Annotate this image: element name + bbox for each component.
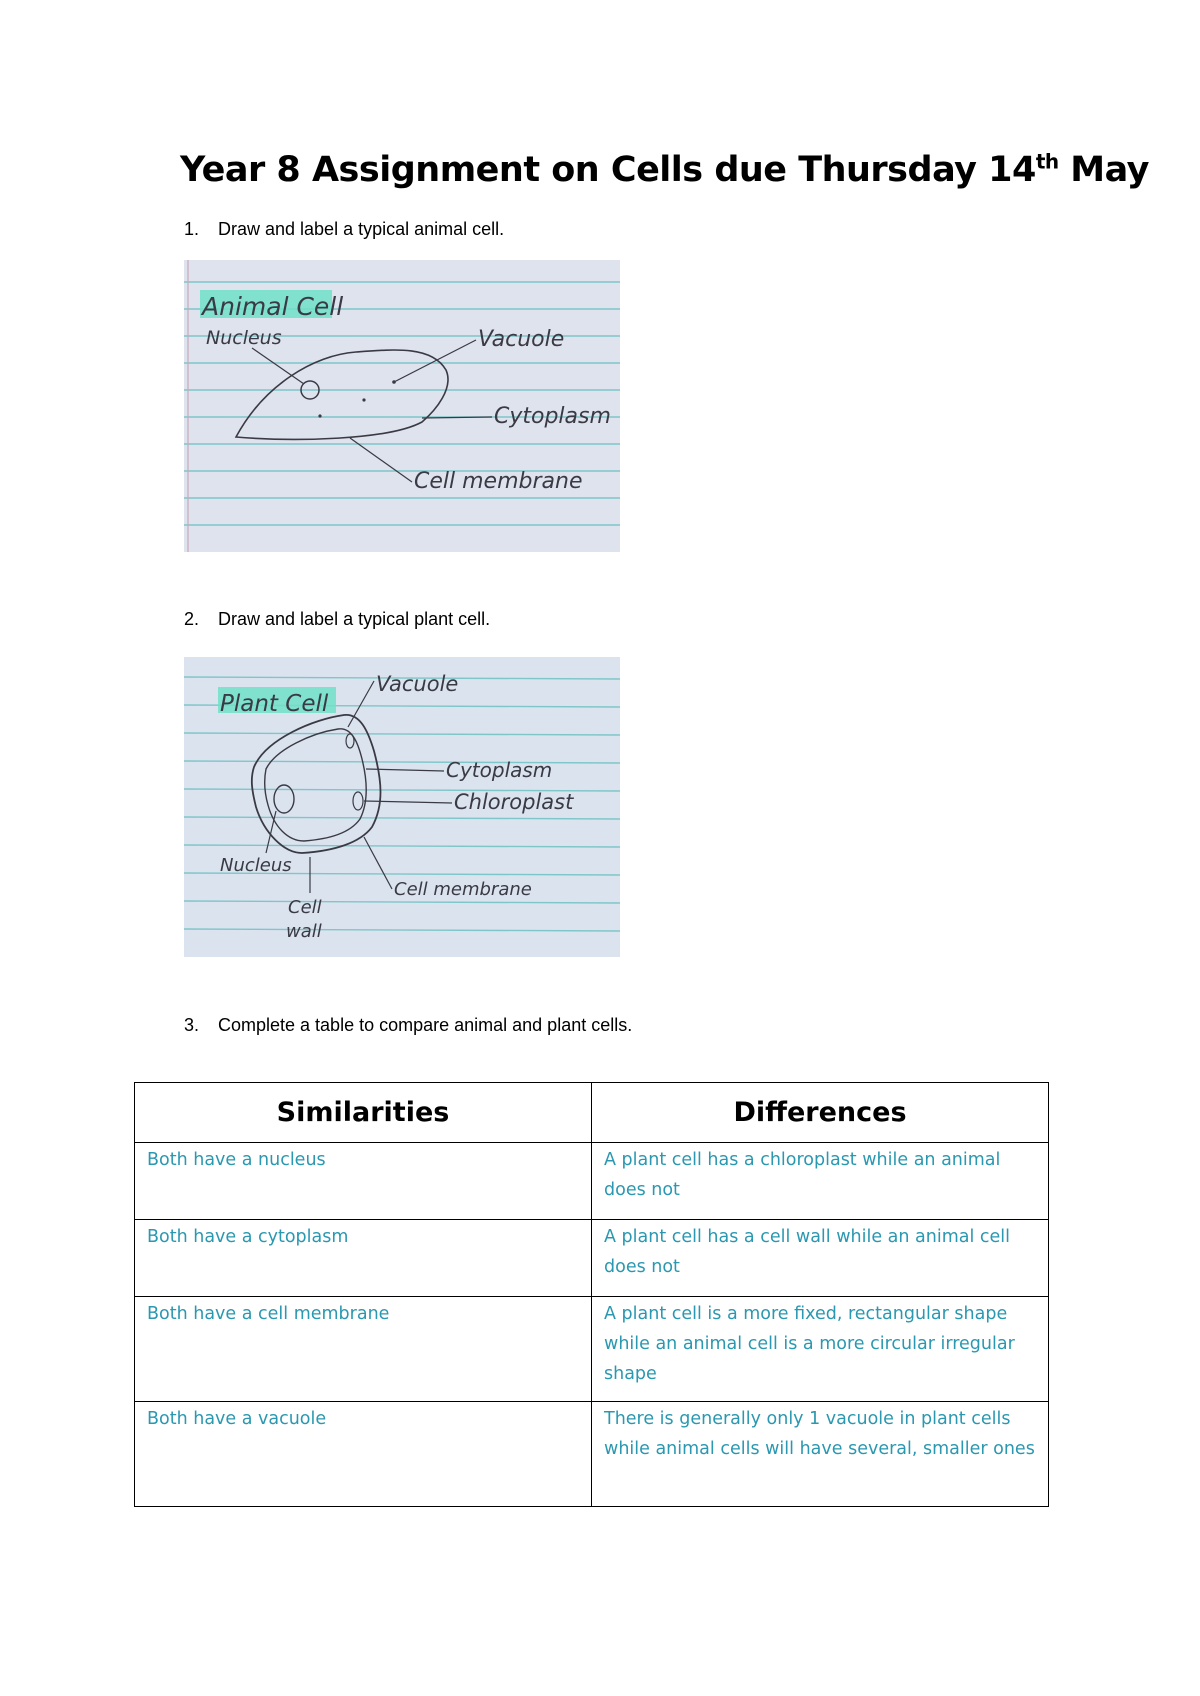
similarity-cell: Both have a vacuole: [135, 1402, 592, 1507]
title-text: Year 8 Assignment on Cells due Thursday 14: [180, 150, 1036, 190]
similarity-cell: Both have a cytoplasm: [135, 1220, 592, 1297]
label-nucleus: Nucleus: [206, 327, 282, 349]
difference-cell: A plant cell has a chloroplast while an animal does not: [592, 1143, 1049, 1220]
plant-label-cytoplasm: Cytoplasm: [446, 758, 553, 782]
plant-label-cell: Cell: [288, 897, 322, 918]
label-cytoplasm: Cytoplasm: [494, 404, 611, 429]
animal-cell-photo: [184, 260, 620, 552]
plant-cell-drawing: [184, 657, 620, 957]
difference-cell: A plant cell has a cell wall while an animal cell does not: [592, 1220, 1049, 1297]
question-2-text: Draw and label a typical plant cell.: [218, 609, 491, 629]
table-row: [135, 1143, 1049, 1220]
comparison-table: [134, 1082, 1049, 1507]
plant-label-nucleus: Nucleus: [220, 855, 292, 876]
plant-cell-photo: [184, 657, 620, 957]
page-title: [180, 150, 1149, 190]
table-header-row: [135, 1083, 1049, 1143]
difference-cell: There is generally only 1 vacuole in plant cells while animal cells will have several, smaller ones: [592, 1402, 1049, 1507]
question-2: [184, 609, 490, 630]
question-3-text: Complete a table to compare animal and plant cells.: [218, 1015, 633, 1035]
header-similarities: Similarities: [135, 1083, 592, 1143]
plant-label-wall: wall: [286, 921, 322, 942]
title-tail: May: [1058, 150, 1149, 190]
similarity-cell: Both have a nucleus: [135, 1143, 592, 1220]
header-differences: Differences: [592, 1083, 1049, 1143]
plant-label-chloroplast: Chloroplast: [454, 790, 574, 814]
label-vacuole: Vacuole: [478, 327, 565, 352]
animal-cell-drawing: [184, 260, 620, 552]
similarity-cell: Both have a cell membrane: [135, 1297, 592, 1402]
question-1-text: Draw and label a typical animal cell.: [218, 219, 505, 239]
question-3-number: 3.: [184, 1015, 200, 1035]
question-1-number: 1.: [184, 219, 200, 239]
difference-cell: A plant cell is a more fixed, rectangular shape while an animal cell is a more circular irregular shape: [592, 1297, 1049, 1402]
question-1: [184, 219, 504, 240]
plant-label-vacuole: Vacuole: [376, 672, 459, 696]
table-row: [135, 1297, 1049, 1402]
table-row: [135, 1402, 1049, 1507]
question-3: [184, 1015, 632, 1036]
question-2-number: 2.: [184, 609, 200, 629]
plant-label-cell-membrane: Cell membrane: [394, 879, 532, 900]
table-row: [135, 1220, 1049, 1297]
title-superscript: th: [1035, 149, 1059, 174]
plant-heading: Plant Cell: [220, 691, 329, 717]
animal-heading: Animal Cell: [202, 292, 344, 321]
label-cell-membrane: Cell membrane: [414, 469, 583, 494]
